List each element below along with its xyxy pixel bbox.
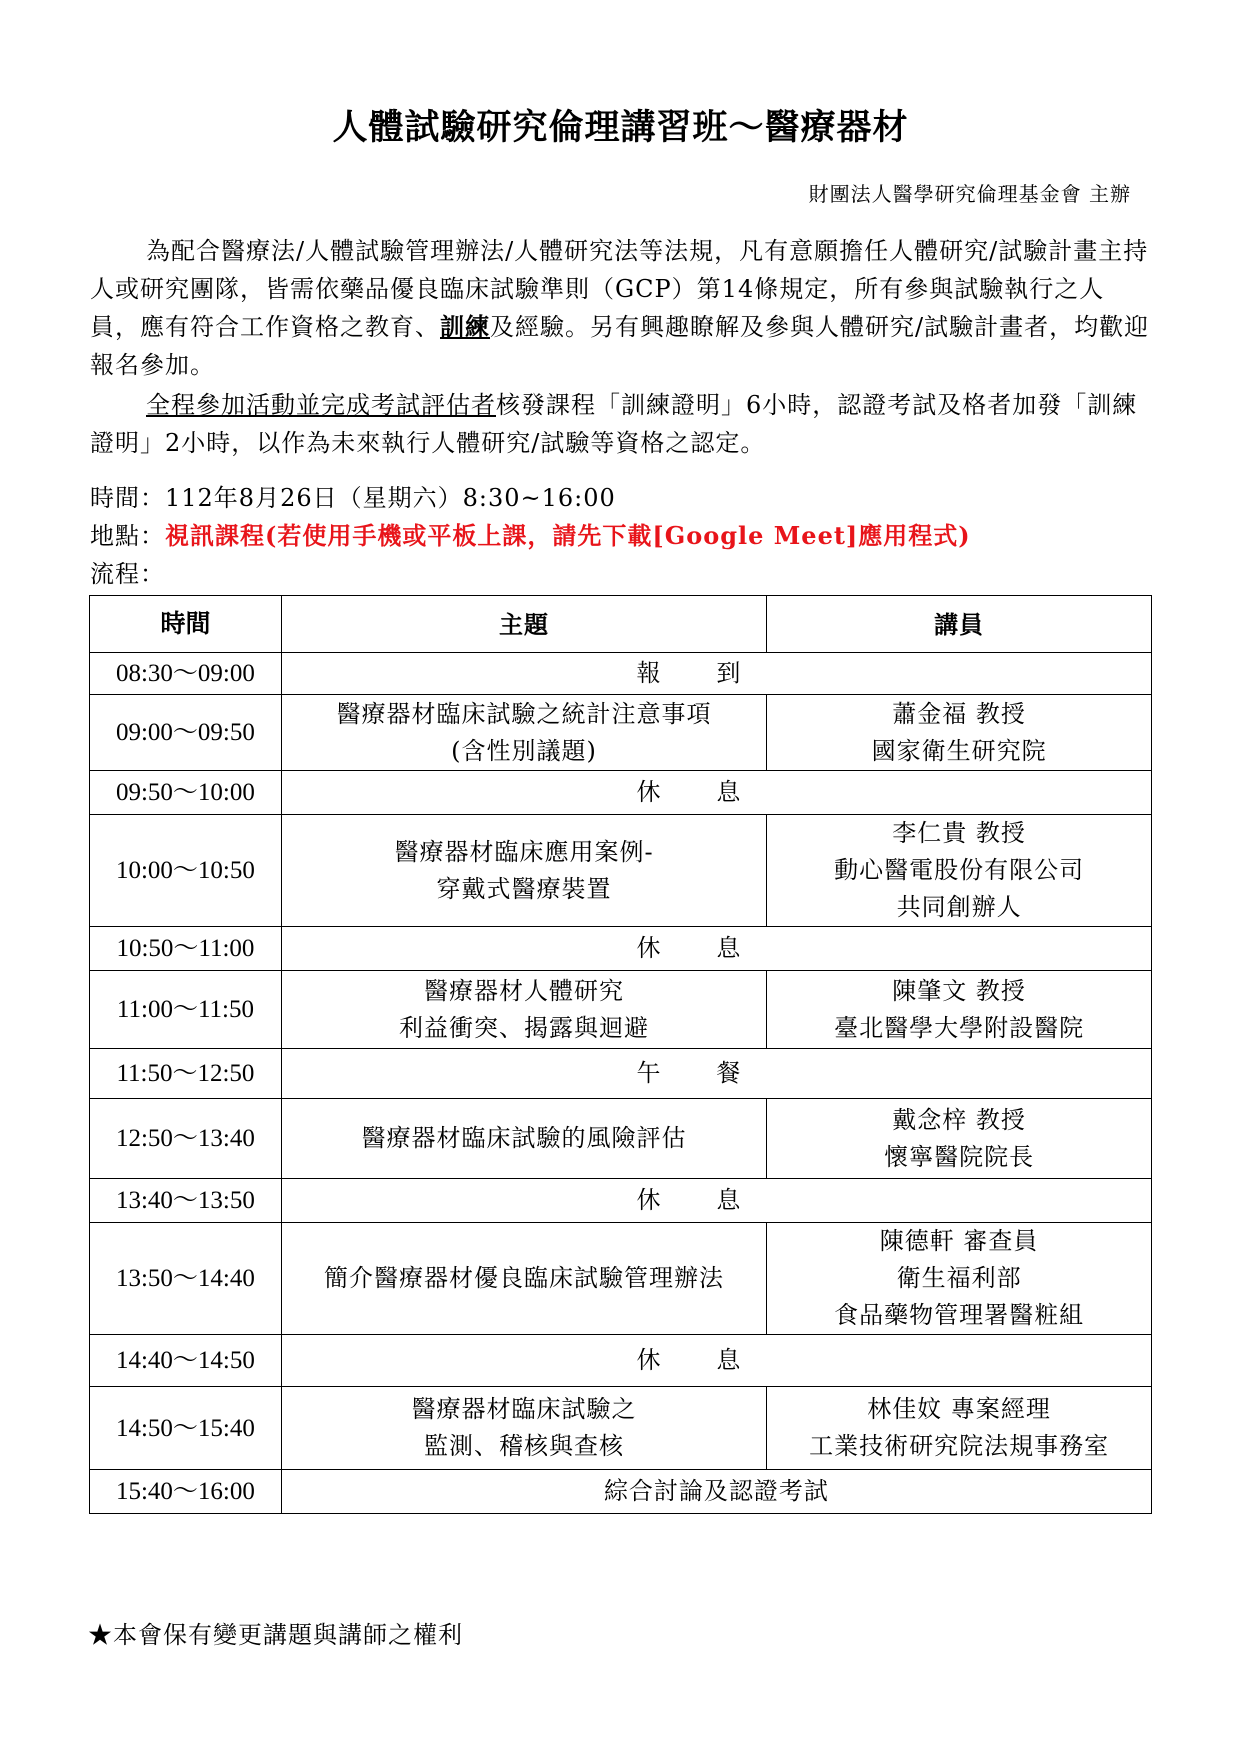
schedule-body (90, 653, 1152, 1514)
row-time: 10:00～10:50 (90, 815, 282, 927)
row-time: 14:50～15:40 (90, 1387, 282, 1470)
event-time (90, 480, 616, 516)
row-time: 10:50～11:00 (90, 927, 282, 971)
intro-paragraph (90, 232, 1150, 384)
location-value: 視訊課程(若使用手機或平板上課，請先下載[Google Meet]應用程式) (165, 521, 971, 550)
row-time: 13:40～13:50 (90, 1179, 282, 1223)
table-row (90, 815, 1152, 927)
speaker-line: 陳德軒 審查員 (879, 1227, 1039, 1255)
row-break-label: 休息 (281, 1179, 1151, 1223)
row-topic (281, 695, 766, 771)
table-row (90, 1387, 1152, 1470)
location-label: 地點： (90, 522, 165, 550)
row-break-label: 休息 (281, 1335, 1151, 1387)
speaker-line: 工業技術研究院法規事務室 (809, 1432, 1110, 1460)
speaker-line: 動心醫電股份有限公司 (834, 856, 1085, 884)
table-row (90, 971, 1152, 1049)
row-time: 15:40～16:00 (90, 1470, 282, 1514)
row-speaker (767, 695, 1152, 771)
speaker-line: 共同創辦人 (896, 893, 1022, 921)
intro-emphasis: 訓練 (440, 312, 490, 341)
topic-line: 醫療器材臨床試驗之 (411, 1395, 637, 1423)
certificate-rest: 核發課程「訓練證明」6小時，認證考試及格者加發「訓練證明」2小時，以作為未來執行人體研究/試驗等資格之認定。 (90, 391, 1138, 457)
speaker-line: 戴念梓 教授 (892, 1105, 1026, 1134)
row-break-label: 午餐 (281, 1049, 1151, 1099)
topic-line: 醫療器材臨床試驗之統計注意事項 (336, 699, 712, 728)
certificate-underlined: 全程參加活動並完成考試評估者 (146, 391, 496, 419)
row-speaker (767, 1387, 1152, 1470)
table-row (90, 653, 1152, 695)
table-row (90, 927, 1152, 971)
row-time: 13:50～14:40 (90, 1223, 282, 1335)
table-row (90, 695, 1152, 771)
table-row (90, 1470, 1152, 1514)
speaker-line: 臺北醫學大學附設醫院 (834, 1013, 1085, 1042)
row-time: 08:30～09:00 (90, 653, 282, 695)
table-row (90, 1179, 1152, 1223)
time-label: 時間： (90, 484, 165, 512)
speaker-line: 陳肇文 教授 (892, 976, 1026, 1005)
speaker-line: 蕭金福 教授 (892, 699, 1026, 728)
speaker-line: 食品藥物管理署醫粧組 (834, 1301, 1085, 1329)
disclaimer-note: ★本會保有變更講題與講師之權利 (88, 1621, 463, 1649)
row-speaker (767, 815, 1152, 927)
topic-line: (含性別議題) (451, 736, 597, 765)
flow-label: 流程： (90, 560, 165, 588)
row-merged-label: 綜合討論及認證考試 (281, 1470, 1151, 1514)
row-topic (281, 815, 766, 927)
header-time: 時間 (90, 596, 282, 653)
row-time: 14:40～14:50 (90, 1335, 282, 1387)
speaker-line: 國家衛生研究院 (871, 736, 1047, 765)
row-topic (281, 1099, 766, 1179)
row-time: 12:50～13:40 (90, 1099, 282, 1179)
topic-line: 利益衝突、揭露與迴避 (399, 1013, 650, 1042)
row-topic (281, 971, 766, 1049)
row-break-label: 報到 (281, 653, 1151, 695)
speaker-line: 懷寧醫院院長 (884, 1142, 1035, 1171)
time-value: 112年8月26日（星期六）8:30~16:00 (165, 484, 616, 512)
header-speaker: 講員 (767, 596, 1152, 653)
speaker-line: 衛生福利部 (896, 1264, 1022, 1292)
speaker-line: 李仁貴 教授 (892, 819, 1026, 847)
topic-line: 醫療器材臨床應用案例- (394, 837, 654, 866)
table-row (90, 1223, 1152, 1335)
row-time: 11:50～12:50 (90, 1049, 282, 1099)
event-location (90, 518, 971, 554)
topic-line: 監測、稽核與查核 (424, 1432, 625, 1460)
row-topic (281, 1223, 766, 1335)
topic-line: 簡介醫療器材優良臨床試驗管理辦法 (324, 1264, 725, 1292)
row-speaker (767, 971, 1152, 1049)
schedule-table (89, 595, 1152, 1514)
row-break-label: 休息 (281, 771, 1151, 815)
topic-line: 醫療器材人體研究 (424, 976, 625, 1005)
table-header-row (90, 596, 1152, 653)
topic-line: 醫療器材臨床試驗的風險評估 (361, 1124, 687, 1152)
table-row (90, 1099, 1152, 1179)
row-time: 09:00～09:50 (90, 695, 282, 771)
page-title: 人體試驗研究倫理講習班～醫療器材 (332, 107, 909, 148)
row-topic (281, 1387, 766, 1470)
table-row (90, 1335, 1152, 1387)
topic-line: 穿戴式醫療裝置 (436, 874, 612, 903)
row-speaker (767, 1223, 1152, 1335)
row-speaker (767, 1099, 1152, 1179)
row-time: 09:50～10:00 (90, 771, 282, 815)
intro-text-part2: 及經驗。另有興趣瞭解及參與人體研究/試驗計畫者，均歡迎報名參加。 (90, 313, 1150, 379)
certificate-paragraph (90, 386, 1150, 462)
intro-text-part1: 為配合醫療法/人體試驗管理辦法/人體研究法等法規，凡有意願擔任人體研究/試驗計畫主持人或研究團隊，皆需依藥品優良臨床試驗準則（GCP）第14條規定，所有參與試驗執行之人員，應有符合工作資格之教育、 (90, 237, 1149, 341)
table-row (90, 1049, 1152, 1099)
row-time: 11:00～11:50 (90, 971, 282, 1049)
speaker-line: 林佳妏 專案經理 (867, 1395, 1051, 1423)
table-row (90, 771, 1152, 815)
row-break-label: 休息 (281, 927, 1151, 971)
header-topic: 主題 (281, 596, 766, 653)
organizer-line: 財團法人醫學研究倫理基金會 主辦 (808, 182, 1131, 206)
